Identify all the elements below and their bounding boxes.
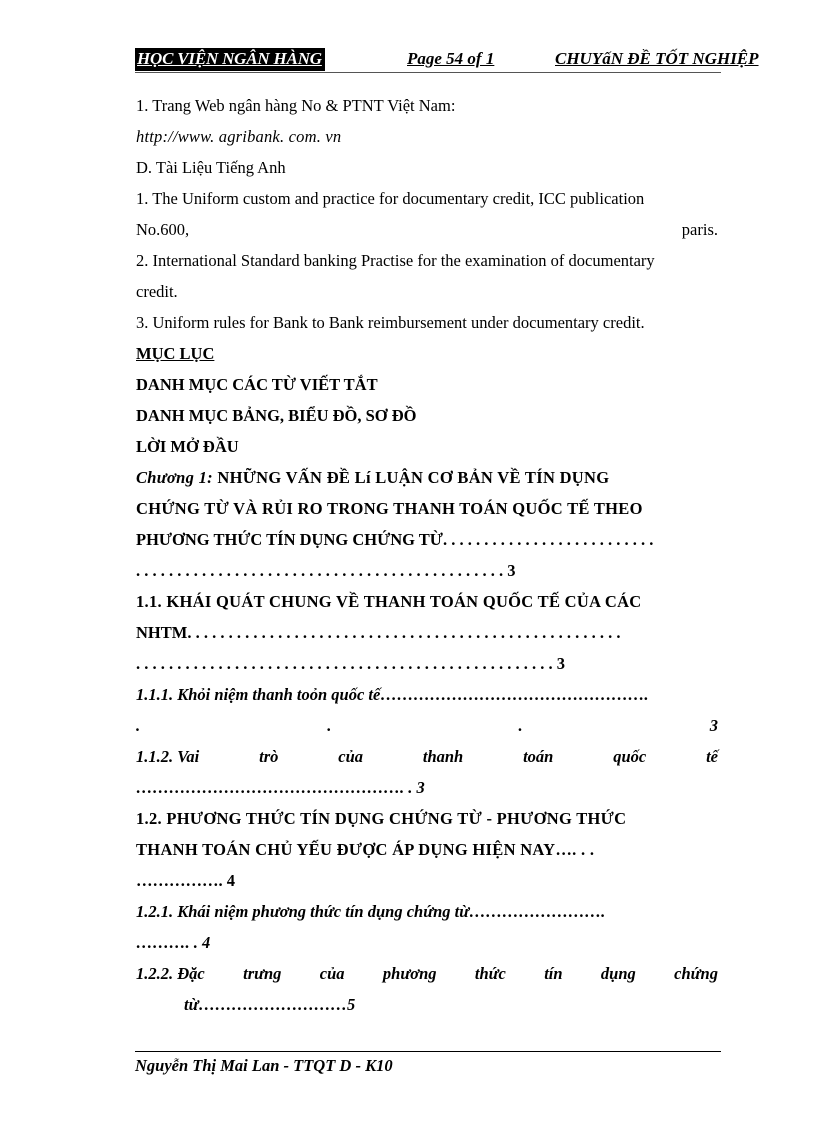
toc-section-1-1-1: 1.1.1. Khỏi niệm thanh toỏn quốc tế…………………………………………. (136, 685, 649, 704)
header-institution: HỌC VIỆN NGÂN HÀNG (135, 48, 325, 71)
header-divider (135, 72, 721, 73)
toc-title: MỤC LỤC (136, 344, 215, 363)
toc-section-1-2-2 (136, 963, 718, 994)
chapter-label: Chương 1: (136, 468, 213, 487)
toc-word: chứng (674, 964, 718, 983)
reference-line: 1. Trang Web ngân hàng No & PTNT Việt Nam: (136, 96, 456, 115)
toc-word: phương (382, 964, 437, 983)
reference-text: No.600, (136, 220, 190, 239)
toc-section-1-2-1-page: ………. . 4 (136, 933, 211, 952)
toc-section-1-2-2-page: từ………………………5 (184, 995, 356, 1014)
toc-section-1-2-cont: THANH TOÁN CHỦ YẾU ĐƯỢC ÁP DỤNG HIỆN NAY…. . . (136, 840, 595, 859)
toc-word: tế (706, 747, 718, 766)
toc-word: quốc (613, 747, 647, 766)
toc-entry: DANH MỤC CÁC TỪ VIẾT TẮT (136, 375, 378, 394)
toc-chapter-1-cont: CHỨNG TỪ VÀ RỦI RO TRONG THANH TOÁN QUỐC TẾ THEO (136, 499, 643, 518)
toc-word: trò (259, 747, 279, 766)
toc-section-1-1-2 (136, 746, 718, 777)
toc-entry: LỜI MỞ ĐẦU (136, 437, 239, 456)
toc-chapter-1 (136, 467, 718, 498)
toc-chapter-1-cont: PHƯƠNG THỨC TÍN DỤNG CHỨNG TỪ. . . . . . . . . . . . . . . . . . . . . . . . . . (136, 530, 654, 549)
toc-word: của (338, 747, 363, 766)
leader-dot: . (327, 716, 332, 735)
page-ref: 3 (709, 716, 718, 735)
toc-section-1-1-2-page: …………………………………………. . 3 (136, 778, 425, 797)
toc-section-1-2-page: ……………. 4 (136, 871, 235, 890)
toc-word: của (319, 964, 345, 983)
header-report-type: CHUYấN ĐỀ TỐT NGHIỆP (555, 49, 759, 68)
header-page-number: Page 54 of 1 (407, 49, 495, 68)
toc-word: thức (474, 964, 506, 983)
leader-dot: . (518, 716, 523, 735)
reference-line: credit. (136, 282, 178, 301)
footer-author: Nguyễn Thị Mai Lan - TTQT D - K10 (135, 1056, 393, 1075)
toc-chapter-1-page: . . . . . . . . . . . . . . . . . . . . . . . . . . . . . . . . . . . . . . . . . . . . . 3 (136, 561, 516, 580)
chapter-title: NHỮNG VẤN ĐỀ Lí LUẬN CƠ BẢN VỀ TÍN DỤNG (217, 468, 610, 487)
reference-line: 3. Uniform rules for Bank to Bank reimbursement under documentary credit. (136, 313, 645, 332)
reference-text: paris. (681, 220, 718, 239)
reference-line (136, 219, 718, 250)
leader-dot: . (136, 716, 141, 735)
toc-word: trưng (243, 964, 282, 983)
toc-word: tín (544, 964, 563, 983)
toc-word: 1.2.2. Đặc (136, 964, 205, 983)
reference-line: 2. International Standard banking Practise for the examination of documentary (136, 251, 655, 270)
toc-section-1-1-cont: NHTM. . . . . . . . . . . . . . . . . . . . . . . . . . . . . . . . . . . . . . . . . . . . . . . . . . . . . (136, 623, 621, 642)
page-body (136, 95, 718, 1025)
section-heading: D. Tài Liệu Tiếng Anh (136, 158, 286, 177)
footer-divider (135, 1051, 721, 1052)
reference-url: http://www. agribank. com. vn (136, 127, 342, 146)
toc-word: toán (523, 747, 554, 766)
toc-word: 1.1.2. Vai (136, 747, 200, 766)
page-header (135, 46, 785, 72)
reference-line: 1. The Uniform custom and practice for documentary credit, ICC publication (136, 189, 645, 208)
toc-section-1-1-page: . . . . . . . . . . . . . . . . . . . . . . . . . . . . . . . . . . . . . . . . . . . . . . . . . . . 3 (136, 654, 565, 673)
toc-word: dụng (600, 964, 636, 983)
toc-entry: DANH MỤC BẢNG, BIỂU ĐỒ, SƠ ĐỒ (136, 406, 417, 425)
toc-section-1-2-1: 1.2.1. Khái niệm phương thức tín dụng chứng từ……………………. (136, 902, 606, 921)
toc-word: thanh (422, 747, 464, 766)
toc-section-1-1: 1.1. KHÁI QUÁT CHUNG VỀ THANH TOÁN QUỐC TẾ CỦA CÁC (136, 592, 642, 611)
toc-section-1-2: 1.2. PHƯƠNG THỨC TÍN DỤNG CHỨNG TỪ - PHƯƠNG THỨC (136, 809, 627, 828)
toc-section-1-1-1-page (136, 715, 718, 746)
